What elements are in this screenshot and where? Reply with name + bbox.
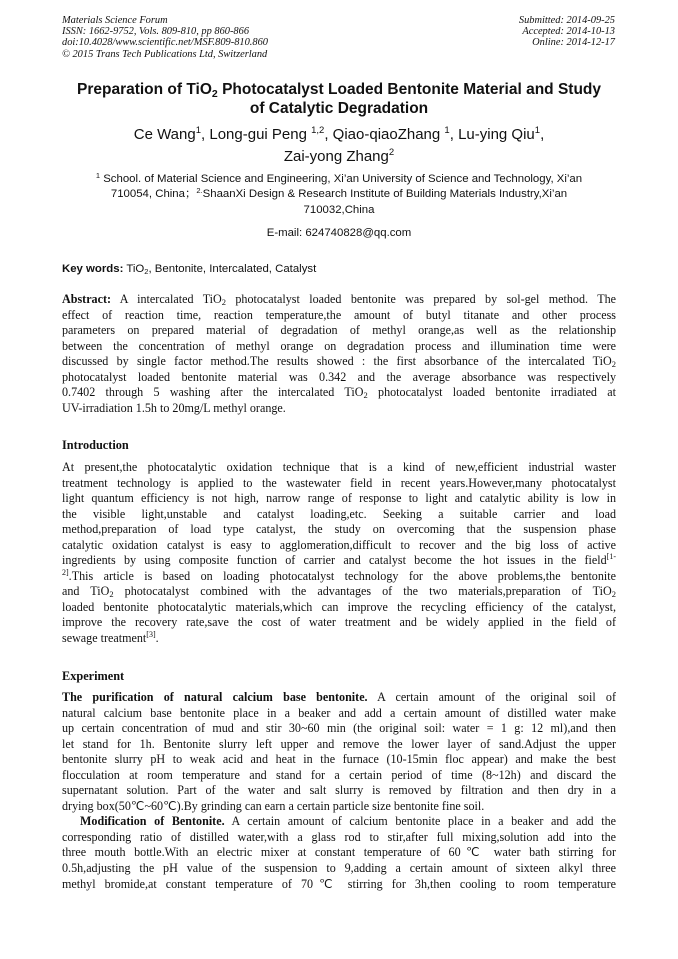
journal-doi: doi:10.4028/www.scientific.net/MSF.809-810.860	[62, 37, 268, 49]
citation: [1-	[606, 553, 616, 562]
keywords: Key words: TiO$_2$, Bentonite, Intercalated, Catalyst	[62, 263, 317, 276]
author-name: Long-gui Peng	[209, 126, 312, 143]
abstract: Abstract: A intercalated TiO$_2$ photocatalyst loaded bentonite was prepared by sol-gel method. The effect of reaction time, reaction temperature,the amount of butyl titanate and other process parameters on prepared material of degradation of methyl orange,as well as the relationship between the concentration of methyl orange on degradation process and illumination time were discussed by single factor method.The results showed : the first absorbance of the intercalated TiO$_2$ photocatalyst loaded bentonite material was 0.342 and the average absorbance was respectively 0.7402 through 5 washing after the intercalated TiO$_2$ photocatalyst loaded bentonite irradiated at UV-irradiation 1.5h to 20mg/L methyl orange.	[62, 292, 616, 415]
date-online: Online: 2014-12-17	[532, 37, 615, 49]
author-name: Qiao-qiaoZhang	[332, 126, 445, 143]
section-heading-experiment: Experiment	[62, 669, 125, 683]
author-name: Ce Wang	[133, 126, 196, 143]
introduction-text: At present,the photocatalytic oxidation technique that is a kind of new,efficient industrial waster treatment technology is applied to the wastewater field in recent years.However,many photocatalyst light quantum efficiency is not high, narrow range of response to light and catalytic ability is low in the visible light,unstable and catalyst loading,etc. Seeking a suitable carrier and load method,preparation of load type catalyst, the study on overcoming that the suspension phase catalytic oxidation catalyst is easy to agglomeration,difficult to recover and the big loss of active ingredients by using composite function of carrier and catalyst become the hot issues in the field$^{[1-}$ $^{2]}$.This article is based on loading photocatalyst technology for the above problems,the bentonite and TiO$_2$ photocatalyst combined with the advantages of the two materials,preparation of TiO$_2$ loaded bentonite photocatalytic materials,which can improve the recycling efficiency of the catalyst, improve the recovery rate,save the cost of water treatment and be widely applied in the field of sewage treatment[3].	[62, 460, 616, 646]
affiliations: $^1$ School. of Material Science and Engineering, Xi’an University of Science and Technology, Xi’an 710054, China；$^{2.}$ShaanXi Design & Research Institute of Building Materials Industry,Xi’an 710032,China	[95, 171, 583, 216]
author-list: Ce Wang$^1$, Long-gui Peng $^{1,2}$, Qiao-qiaoZhang $^1$, Lu-ying Qiu$^1$, Zai-yong Zhang$^2$	[133, 125, 545, 165]
author-name: Zai-yong Zhang	[283, 148, 389, 165]
citation: 2]	[62, 568, 69, 577]
citation: [3]	[146, 631, 156, 640]
journal-name: Materials Science Forum	[62, 15, 168, 26]
journal-issn: ISSN: 1662-9752, Vols. 809-810, pp 860-866	[62, 26, 250, 38]
experiment-text: The purification of natural calcium base bentonite. A certain amount of the original soil of natural calcium base bentonite place in a beaker and add a certain amount of distilled water make up certain concentration of mud and stir 30~60 min (the original soil: water = 1 g: 12 ml),and then let stand for 1h. Bentonite slurry left upper and remove the lower layer of sand.Adjust the upper bentonite slurry pH to weak acid and heat in the furnace (10-15min floc appear) and make the best flocculation at room temperature and stand for a certain period of time (8~12h) and discard the supernatant solution. Part of the water and salt slurry is removed by filtration and then dry in a drying box(50℃~60℃).By grinding can earn a certain particle size bentonite fine soil. Modification of Bentonite. A certain amount of calcium bentonite place in a beaker and add the corresponding ratio of distilled water,with a glass rod to stir,after full mixing,solution add into the three mouth bottle.With an electric mixer at constant temperature of 60℃ water bath stirring for 0.5h,adjusting the pH value of the suspension to 9,adding a certain amount of sixteen alkyl three methyl bromide,at constant temperature of 70℃ stirring for 3h,then cooling to room temperature	[62, 690, 616, 891]
date-submitted: Submitted: 2014-09-25	[518, 15, 615, 26]
journal-copyright: © 2015 Trans Tech Publications Ltd, Switzerland	[62, 48, 268, 60]
paper-title: Preparation of TiO$_2$ Photocatalyst Loaded Bentonite Material and Study of Catalytic Degradation	[76, 81, 602, 117]
section-heading-introduction: Introduction	[62, 438, 129, 452]
journal-info	[62, 15, 382, 60]
author-name: Lu-ying Qiu	[458, 126, 535, 143]
date-accepted: Accepted: 2014-10-13	[522, 26, 615, 38]
publication-dates	[415, 15, 615, 49]
email-address: E-mail: 624740828@qq.com	[266, 227, 412, 239]
